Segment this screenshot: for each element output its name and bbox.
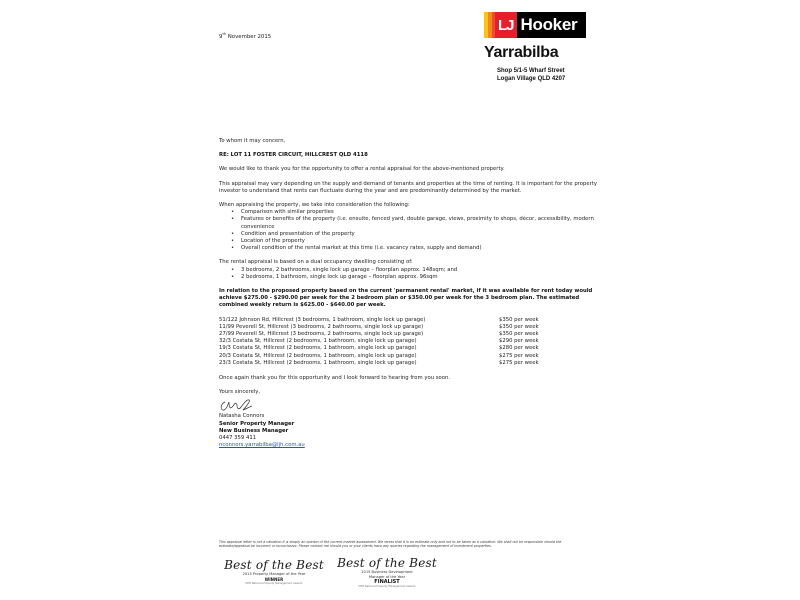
- branch-address: [497, 67, 565, 83]
- table-row: [219, 324, 603, 331]
- award-organisation: PPM National Property Management Awards: [245, 581, 303, 585]
- comparable-address: 51/122 Johnson Rd, Hillcrest (3 bedrooms, 1 bathroom, single lock up garage): [219, 316, 426, 323]
- signatory-email-link[interactable]: nconnors.yarrabilba@ljh.com.au: [219, 442, 305, 449]
- closing-paragraph: Once again thank you for this opportunity and I look forward to hearing from you soon.: [219, 375, 451, 382]
- list-item: • Comparison with similar properties: [231, 209, 603, 216]
- comparables-table: [219, 317, 603, 367]
- address-line-2: Logan Village QLD 4207: [497, 76, 566, 82]
- award-result: WINNER: [264, 576, 284, 582]
- comparable-price: $350 per week: [499, 316, 539, 323]
- comparable-address: 11/99 Peverell St, Hillcrest (3 bedrooms, 2 bathrooms, single lock up garage): [219, 323, 424, 330]
- comparable-price: $290 per week: [499, 338, 539, 345]
- address-line-1: Shop 5/1-5 Wharf Street: [497, 68, 565, 74]
- consideration-intro: When appraising the property, we take into consideration the following:: [219, 202, 410, 209]
- award-category: 2015 Property Manager of the Year: [242, 572, 306, 576]
- signatory-phone: 0447 359 411: [219, 435, 257, 442]
- table-row: [219, 345, 603, 352]
- award-title: Best of the Best: [337, 556, 437, 570]
- comparable-price: $350 per week: [499, 331, 539, 338]
- date-rest: November 2015: [226, 33, 272, 40]
- comparable-address: 20/3 Costata St, Hillcrest (2 bedrooms, 1 bathroom, single lock up garage): [219, 352, 417, 359]
- list-item: • Overall condition of the rental market at this time (i.e. vacancy rates, supply and demand): [231, 245, 603, 252]
- comparable-price: $350 per week: [499, 323, 539, 330]
- award-category-2: Manager of the Year: [368, 574, 406, 579]
- paragraph-variance: This appraisal may vary depending on the supply and demand of tenants and properties at the time of renting. It is important for the property investor to understand that rents can fluctuate during the year and are predominantly determined by the market.: [219, 180, 598, 194]
- award-title: Best of the Best: [224, 558, 324, 572]
- table-row: [219, 360, 603, 367]
- signature-image: [219, 398, 255, 412]
- award-organisation: PPM National Property Management Awards: [358, 585, 416, 589]
- comparable-price: $275 per week: [499, 352, 539, 359]
- table-row: [219, 317, 603, 324]
- signatory-name: Natasha Connors: [219, 413, 265, 420]
- comparable-address: 27/99 Peverell St, Hillcrest (3 bedrooms, 2 bathrooms, single lock up garage): [219, 331, 424, 338]
- award-badge-finalist: [333, 556, 441, 588]
- paragraph-thanks: We would like to thank you for the opportunity to offer a rental appraisal for the above-mentioned property.: [219, 166, 505, 173]
- logo-mark: LJ: [495, 12, 517, 38]
- salutation: To whom it may concern,: [219, 138, 286, 144]
- logo-wordmark: Hooker: [520, 15, 578, 34]
- lj-hooker-logo: [484, 12, 586, 38]
- comparable-address: 19/3 Costata St, Hillcrest (2 bedrooms, 1 bathroom, single lock up garage): [219, 345, 417, 352]
- branch-name: Yarrabilba: [484, 44, 559, 61]
- list-item: • Location of the property: [231, 238, 603, 245]
- comparable-price: $275 per week: [499, 359, 539, 366]
- date-day: 9: [219, 33, 223, 40]
- list-item: • Features or benefits of the property (i.e. ensuite, fenced yard, double garage, views, proximity to shops, décor, accessibility, modern convenience: [231, 216, 603, 230]
- table-row: [219, 338, 603, 345]
- list-item: • 3 bedrooms, 2 bathrooms, single lock up garage – floorplan approx. 148sqm; and: [231, 267, 603, 274]
- list-item: • Condition and presentation of the property: [231, 231, 603, 238]
- subject-line: RE: LOT 11 FOSTER CIRCUIT, HILLCREST QLD 4118: [219, 152, 368, 159]
- comparable-address: 32/3 Costata St, Hillcrest (2 bedrooms, 1 bathroom, single lock up garage): [219, 338, 417, 345]
- consideration-list: [231, 209, 603, 252]
- award-result: FINALIST: [374, 579, 400, 586]
- list-item: • 2 bedrooms, 1 bathroom, single lock up garage – floorplan approx. 96sqm: [231, 274, 603, 281]
- award-category: 2015 Business Development: [361, 570, 413, 574]
- signatory-title-2: New Business Manager: [219, 427, 289, 434]
- table-row: [219, 353, 603, 360]
- dwelling-list: [231, 267, 603, 281]
- appraisal-conclusion: In relation to the proposed property based on the current 'permanent rental' market, if it was available for rent today would achieve $275.00 - $290.00 per week for the 2 bedroom plan or $350.00 per week for the 3 bedroom plan. The estimated combined weekly return is $625.00 - $640.00 per week.: [219, 288, 593, 309]
- date-suffix: th: [222, 32, 227, 36]
- award-badge-winner: [218, 558, 330, 585]
- comparable-price: $280 per week: [499, 345, 539, 352]
- valediction: Yours sincerely,: [219, 389, 261, 396]
- dwelling-intro: The rental appraisal is based on a dual occupancy dwelling consisting of:: [219, 259, 413, 266]
- letter-body: [219, 138, 603, 450]
- comparable-address: 23/3 Costata St, Hillcrest (2 bedrooms, 1 bathroom, single lock up garage): [219, 359, 417, 366]
- signatory-title-1: Senior Property Manager: [219, 420, 295, 427]
- table-row: [219, 331, 603, 338]
- disclaimer-text: This appraisal letter is not a valuation it is simply an opinion of the current market assessment. We stress that it is an estimate only and not to be taken as a valuation. We shall not be responsible should the estimate/appraisal be incorrect or inconclusive. Please contact me should you or your clients have any queries regarding the management of investment properties.: [219, 540, 562, 549]
- letter-date: [219, 32, 271, 40]
